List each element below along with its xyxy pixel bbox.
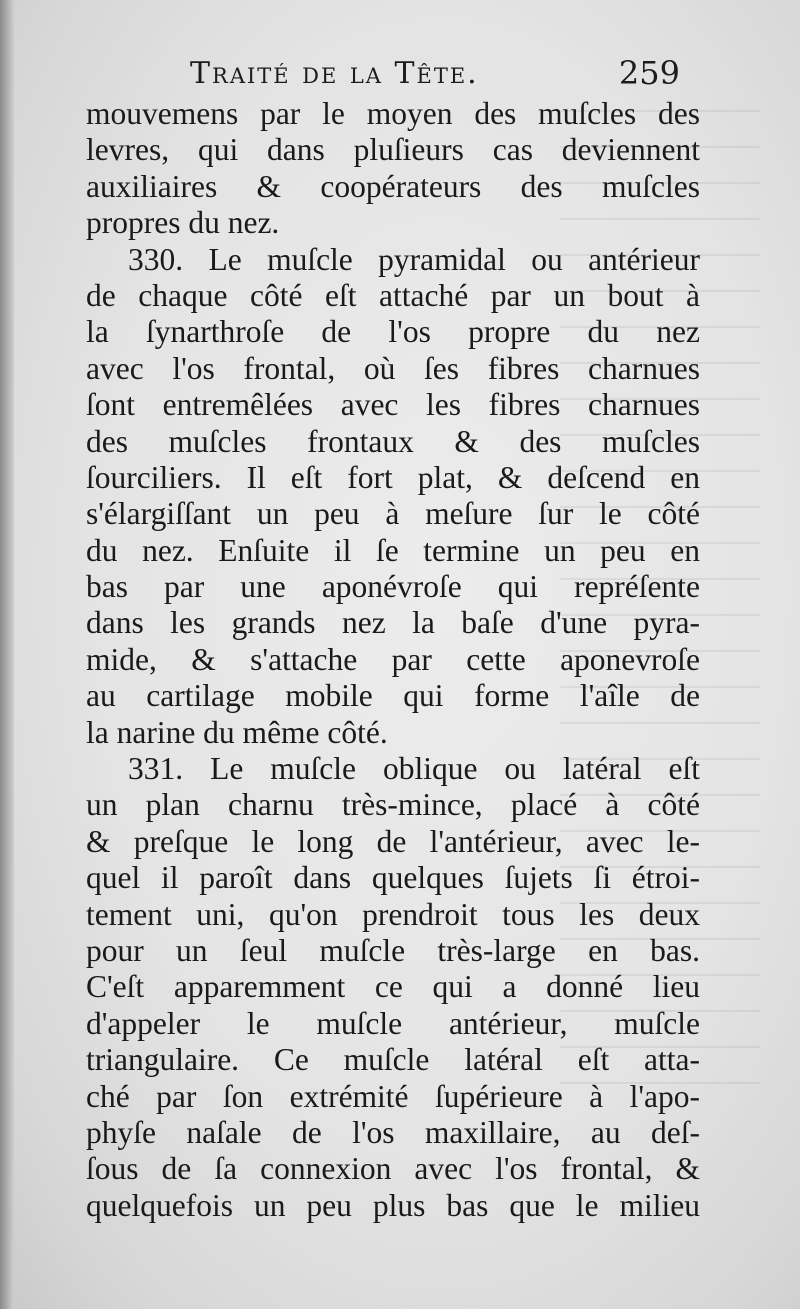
text-line: quelquefois un peu plus bas que le milieu (86, 1187, 700, 1223)
text-line: au cartilage mobile qui forme l'aîle de (86, 678, 700, 714)
text-line: propres du nez. (86, 205, 280, 241)
page-header (190, 52, 690, 96)
text-line: d'appeler le muſcle antérieur, muſcle (86, 1005, 700, 1041)
text-line: la ſynarthroſe de l'os propre du nez (86, 314, 700, 350)
text-line: ſont entremêlées avec les fibres charnues (86, 387, 700, 423)
text-line: C'eſt apparemment ce qui a donné lieu (86, 969, 700, 1005)
text-line: de chaque côté eſt attaché par un bout à (86, 277, 700, 313)
text-line: un plan charnu très-mince, placé à côté (86, 787, 700, 823)
text-line: mide, & s'attache par cette aponevroſe (86, 641, 700, 677)
text-line: avec l'os frontal, où ſes fibres charnues (86, 350, 700, 386)
text-line: ſourciliers. Il eſt fort plat, & deſcend en (86, 459, 700, 495)
page-gutter-shadow (0, 0, 14, 1309)
text-line: des muſcles frontaux & des muſcles (86, 423, 700, 459)
text-line: bas par une aponévroſe qui repréſente (86, 569, 700, 605)
text-line: ſous de ſa connexion avec l'os frontal, & (86, 1151, 700, 1187)
text-line: triangulaire. Ce muſcle latéral eſt atta- (86, 1042, 700, 1078)
text-line: phyſe naſale de l'os maxillaire, au deſ- (86, 1114, 700, 1150)
paragraph-330-start: 330. Le muſcle pyramidal ou antérieur (128, 241, 700, 277)
text-line: tement uni, qu'on prendroit tous les deux (86, 896, 700, 932)
text-line: ché par ſon extrémité ſupérieure à l'apo- (86, 1078, 700, 1114)
page-number: 259 (618, 54, 680, 92)
text-line: du nez. Enſuite il ſe termine un peu en (86, 532, 700, 568)
text-line: auxiliaires & coopérateurs des muſcles (86, 168, 700, 204)
paragraph-331-start: 331. Le muſcle oblique ou latéral eſt (128, 751, 700, 787)
text-line: & preſque le long de l'antérieur, avec le- (86, 823, 700, 859)
text-line: levres, qui dans pluſieurs cas deviennent (86, 132, 700, 168)
body-text (86, 96, 700, 1224)
text-line: dans les grands nez la baſe d'une pyra- (86, 605, 700, 641)
text-line: quel il paroît dans quelques ſujets ſi étroi- (86, 860, 700, 896)
running-title: Traité de la Tête. (190, 56, 479, 91)
text-line: mouvemens par le moyen des muſcles des (86, 96, 700, 131)
text-line: la narine du même côté. (86, 714, 388, 750)
text-line: pour un ſeul muſcle très-large en bas. (86, 932, 700, 968)
text-line: s'élargiſſant un peu à meſure ſur le côté (86, 496, 700, 532)
